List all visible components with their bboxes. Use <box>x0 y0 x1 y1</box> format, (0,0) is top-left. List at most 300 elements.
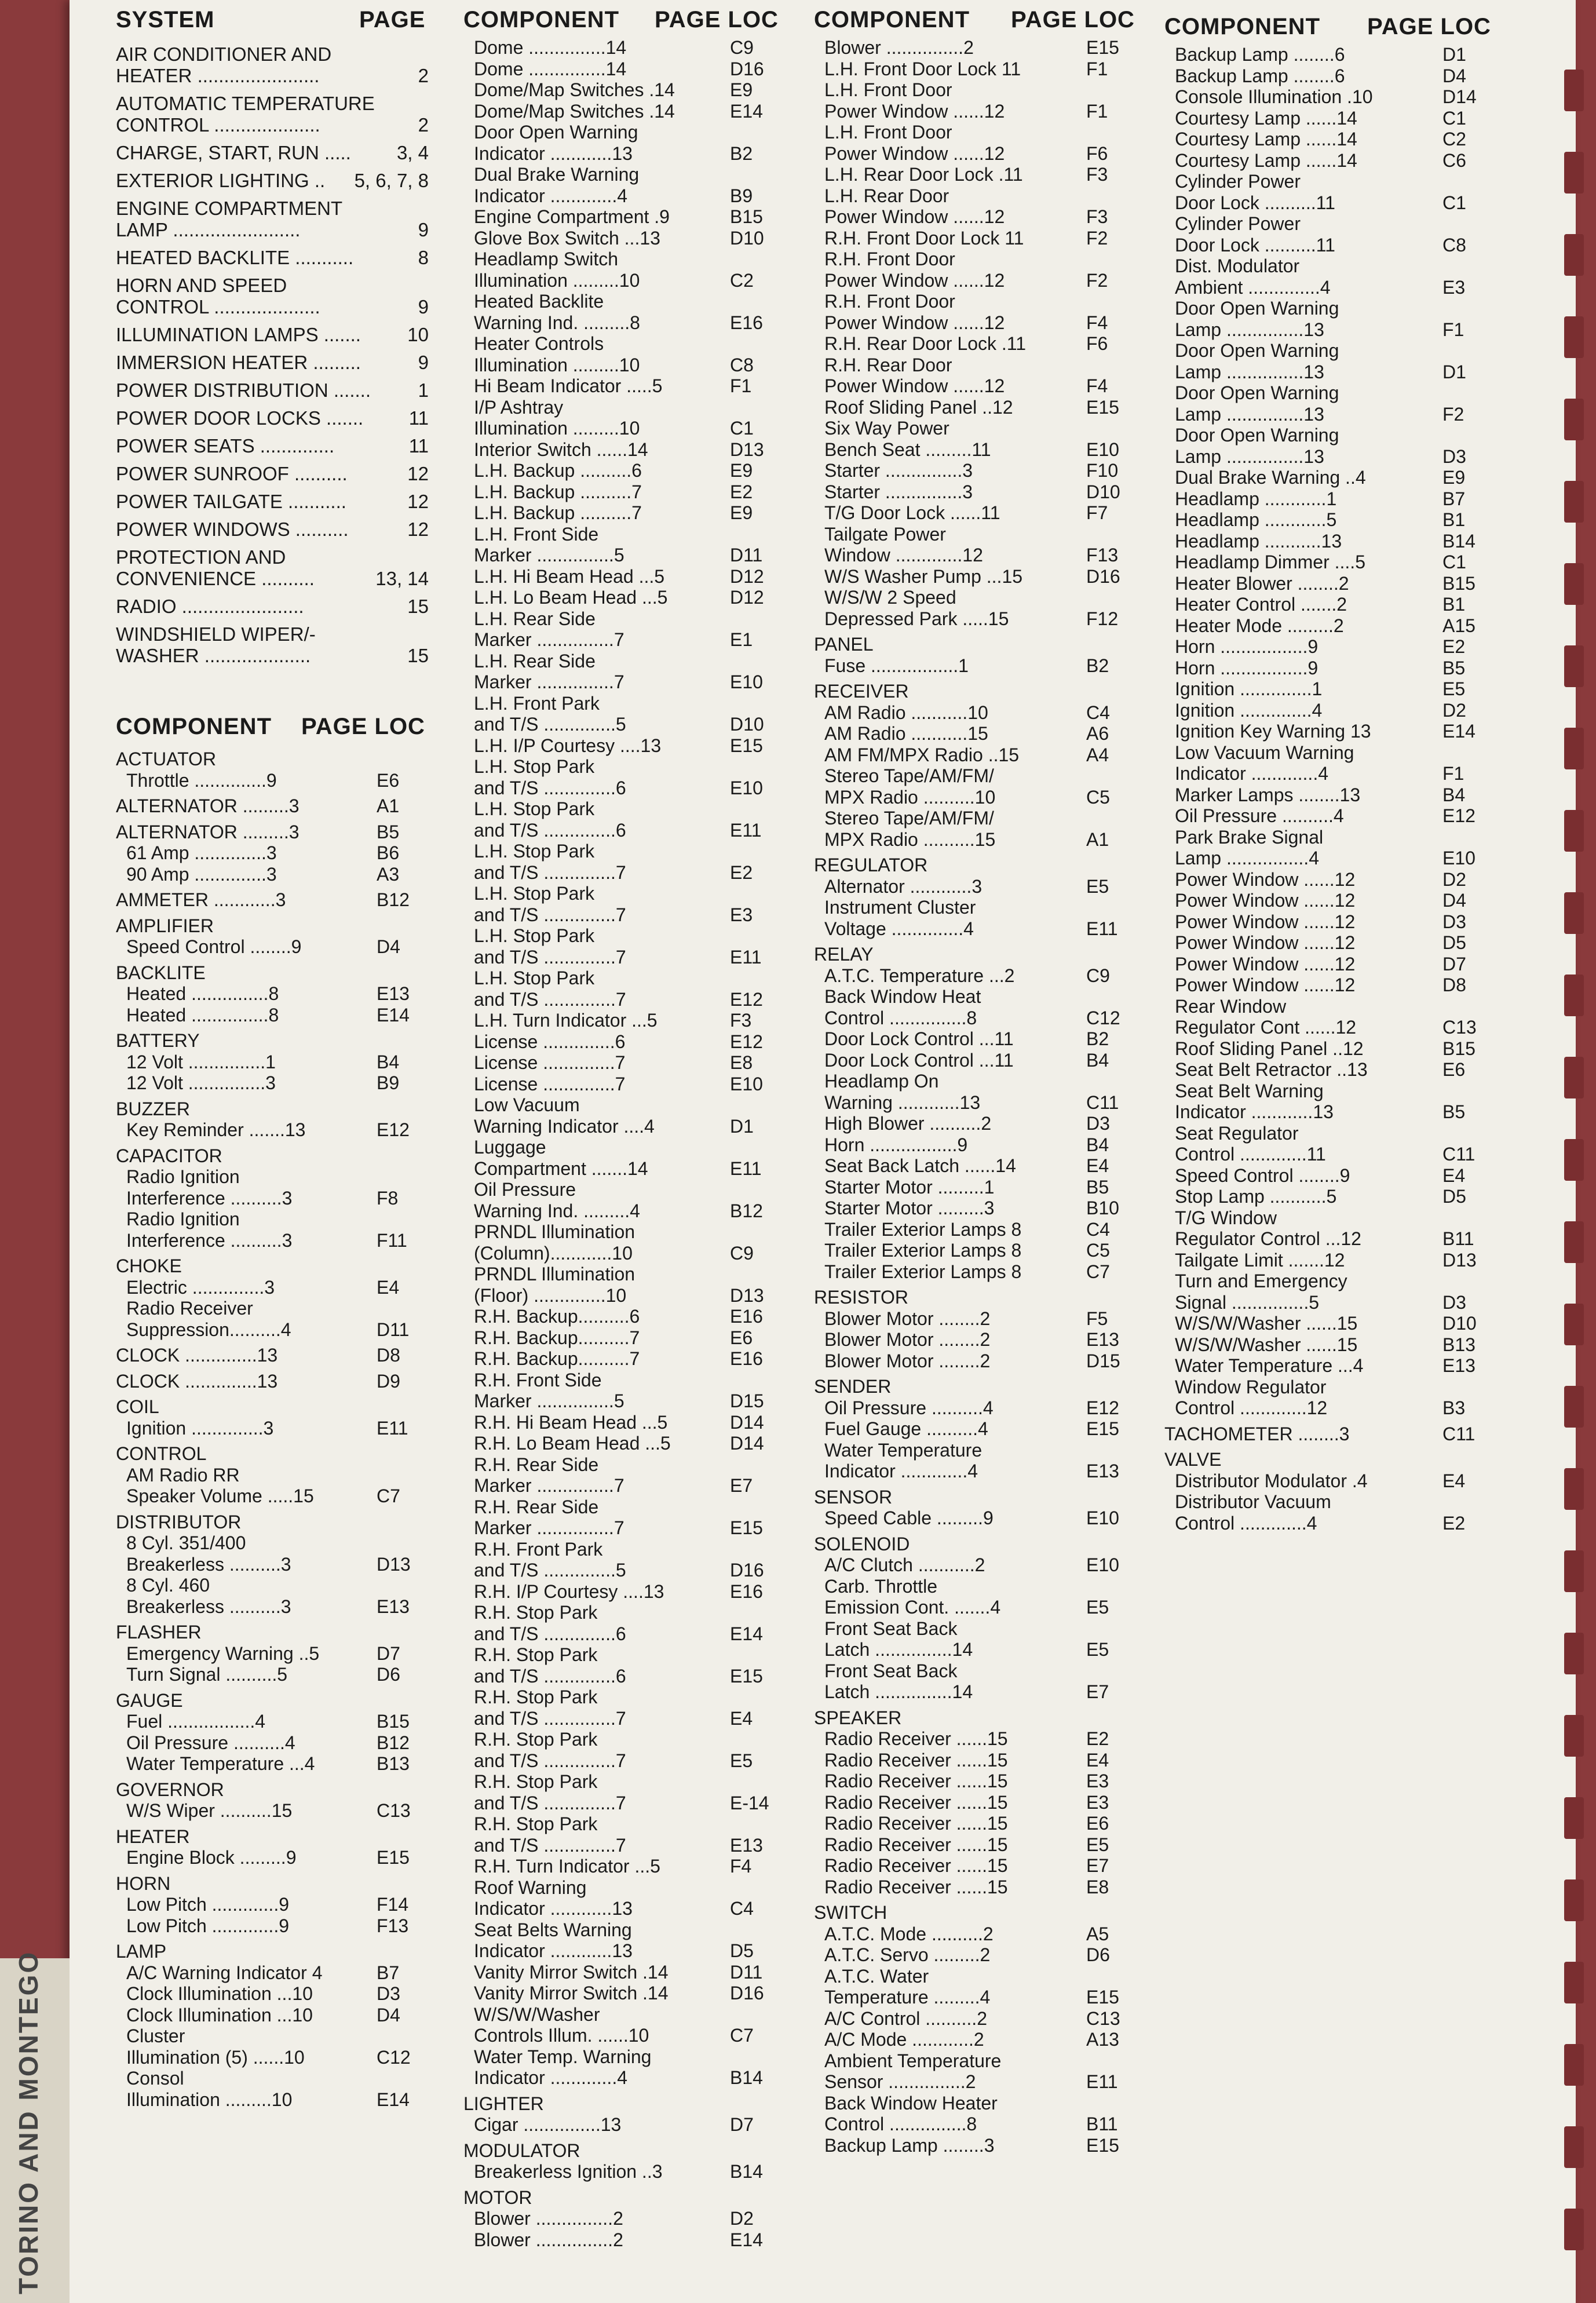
component-name: Backup Lamp ........6 <box>1175 65 1345 86</box>
component-entry <box>116 1230 429 1251</box>
component-name: L.H. Hi Beam Head ...5 <box>474 565 665 587</box>
location-code: D3 <box>1442 911 1466 932</box>
location-code: D14 <box>730 1433 764 1454</box>
component-name: R.H. Rear Side <box>474 1496 599 1517</box>
component-name: Tailgate Limit .......12 <box>1175 1249 1345 1271</box>
location-code: D4 <box>1442 890 1466 911</box>
component-entry <box>1164 509 1495 531</box>
location-code: B9 <box>377 1072 400 1093</box>
component-entry <box>116 1277 429 1298</box>
location-code: E10 <box>730 1073 763 1094</box>
location-code <box>371 1512 429 1533</box>
component-entry <box>1164 1470 1495 1492</box>
system-entry <box>116 519 429 540</box>
section-name: GAUGE <box>116 1689 183 1711</box>
component-entry <box>463 270 782 291</box>
component-name: W/S Washer Pump ...15 <box>824 565 1023 587</box>
component-entry <box>1164 805 1495 827</box>
system-header <box>116 0 429 37</box>
component-entry <box>116 1465 429 1486</box>
component-entry <box>463 37 782 59</box>
component-entry <box>1164 658 1495 679</box>
component-entry <box>1164 552 1495 573</box>
component-entry <box>463 333 782 355</box>
component-entry <box>463 841 782 862</box>
component-name: Illumination .........10 <box>474 354 640 375</box>
location-code: B15 <box>377 1711 410 1732</box>
component-name: AM FM/MPX Radio ..15 <box>824 744 1020 765</box>
component-name: Power Window ......12 <box>824 312 1005 333</box>
component-entry <box>814 829 1138 851</box>
component-name: R.H. Stop Park <box>474 1771 598 1792</box>
component-name: Radio Receiver ......15 <box>824 1876 1008 1897</box>
location-code: D16 <box>730 1983 764 2003</box>
component-name: Dual Brake Warning <box>474 164 640 185</box>
location-code: E10 <box>1086 439 1119 460</box>
component-name: 90 Amp ..............3 <box>126 863 277 885</box>
binding-hole <box>1564 892 1584 934</box>
location-code: D6 <box>377 1664 400 1685</box>
component-name: 12 Volt ...............1 <box>126 1051 276 1072</box>
component-name: Oil Pressure <box>474 1179 576 1200</box>
component-name: Seat Belt Warning <box>1175 1080 1324 1101</box>
component-name: and T/S ..............7 <box>474 946 626 968</box>
component-name: Power Window ......12 <box>1175 911 1356 932</box>
component-entry <box>116 1894 429 1915</box>
location-code: F13 <box>377 1915 409 1936</box>
section-name: BUZZER <box>116 1098 190 1119</box>
component-entry <box>463 2046 782 2068</box>
location-code: E14 <box>1442 721 1476 742</box>
component-name: Blower Motor ........2 <box>824 1350 991 1371</box>
component-entry <box>463 1708 782 1729</box>
location-code: B1 <box>1442 594 1466 615</box>
component-entry <box>814 333 1138 355</box>
component-name: R.H. Stop Park <box>474 1602 598 1623</box>
location-code <box>724 2093 782 2115</box>
location-code: B5 <box>1442 657 1466 678</box>
location-code <box>371 1166 429 1188</box>
location-code: F12 <box>1086 608 1119 629</box>
component-name: Ignition ..............4 <box>1175 699 1323 721</box>
location-code: C6 <box>1442 149 1466 171</box>
component-entry <box>1164 1513 1495 1534</box>
component-entry <box>463 101 782 122</box>
component-name: Stop Lamp ...........5 <box>1175 1186 1337 1207</box>
component-name: Six Way Power <box>824 418 949 439</box>
location-code: C13 <box>1442 1017 1477 1038</box>
component-entry <box>814 1113 1138 1134</box>
component-name: R.H. Stop Park <box>474 1729 598 1750</box>
section-heading <box>116 889 429 911</box>
section-name: SENSOR <box>814 1486 893 1508</box>
component-header-label: COMPONENT <box>1164 13 1320 39</box>
location-code: B9 <box>730 185 753 206</box>
component-entry <box>1164 213 1495 235</box>
component-entry <box>463 714 782 735</box>
component-name: Door Open Warning <box>1175 340 1339 361</box>
component-entry <box>116 1486 429 1507</box>
location-code: D14 <box>730 1411 764 1433</box>
component-name: Power Window ......12 <box>1175 868 1356 890</box>
component-name: Warning Ind. .........8 <box>474 312 640 333</box>
binding-hole <box>1564 1386 1584 1428</box>
system-page: 8 <box>418 247 429 268</box>
component-entry <box>814 2114 1138 2135</box>
component-entry <box>116 1847 429 1868</box>
component-name: 8 Cyl. 351/400 <box>126 1532 246 1553</box>
component-name: Control .............4 <box>1175 1512 1317 1534</box>
component-entry <box>814 2071 1138 2093</box>
location-code <box>1080 2050 1138 2072</box>
component-name: Starter Motor .........3 <box>824 1198 995 1218</box>
component-name: and T/S ..............7 <box>474 1707 626 1729</box>
component-entry <box>1164 996 1495 1017</box>
location-code <box>1080 1660 1138 1682</box>
component-entry <box>814 397 1138 418</box>
component-entry <box>116 1166 429 1188</box>
component-entry <box>1164 404 1495 425</box>
component-name: Low Vacuum <box>474 1094 580 1115</box>
location-code <box>724 249 782 270</box>
location-code: F2 <box>1442 403 1464 425</box>
location-code: C4 <box>1086 702 1110 723</box>
location-code: C12 <box>377 2046 411 2068</box>
column-2 <box>463 0 782 2250</box>
component-name: Radio Receiver ......15 <box>824 1813 1008 1834</box>
location-code: F8 <box>377 1187 399 1209</box>
component-name: Throttle ..............9 <box>126 769 277 791</box>
location-code: C2 <box>1442 129 1466 149</box>
section-name: CHOKE <box>116 1255 182 1276</box>
component-entry <box>814 1987 1138 2008</box>
component-entry <box>814 655 1138 677</box>
location-code: D12 <box>730 565 764 587</box>
component-entry <box>463 1412 782 1433</box>
component-name: L.H. Backup ..........7 <box>474 481 642 502</box>
component-name: Door Lock ..........11 <box>1175 192 1335 213</box>
section-name: CAPACITOR <box>116 1145 222 1166</box>
component-entry <box>814 1308 1138 1330</box>
system-page: 12 <box>407 463 429 484</box>
component-entry <box>814 1728 1138 1750</box>
location-code <box>724 164 782 185</box>
component-entry <box>463 735 782 757</box>
component-name: L.H. Rear Side <box>474 608 596 629</box>
section-name: RESISTOR <box>814 1287 908 1308</box>
location-code: D16 <box>730 58 764 79</box>
system-page: 11 <box>408 435 429 457</box>
component-entry <box>814 2135 1138 2156</box>
location-code <box>371 1396 429 1418</box>
section-heading <box>116 1098 429 1120</box>
location-code: B4 <box>1086 1134 1109 1155</box>
location-code: E6 <box>730 1327 753 1348</box>
binding-hole <box>1564 1550 1584 1592</box>
location-code: E5 <box>1086 1597 1109 1618</box>
component-name: MPX Radio ..........15 <box>824 829 996 850</box>
component-name: Breakerless ..........3 <box>126 1553 291 1575</box>
component-entry <box>814 1461 1138 1482</box>
component-entry <box>463 1687 782 1708</box>
component-entry <box>463 1137 782 1158</box>
component-entry <box>1164 531 1495 552</box>
location-code: E12 <box>730 988 763 1010</box>
system-page: 12 <box>407 491 429 512</box>
location-code: E-14 <box>730 1792 769 1813</box>
component-name: L.H. Front Door <box>824 79 952 100</box>
system-entry <box>116 568 429 589</box>
section-name: LAMP <box>116 1941 167 1962</box>
location-code <box>1080 897 1138 918</box>
component-name: Dome/Map Switches .14 <box>474 79 675 100</box>
component-entry <box>463 1560 782 1581</box>
location-code: F4 <box>1086 312 1108 333</box>
location-code: C9 <box>730 37 754 58</box>
component-entry <box>1164 1059 1495 1081</box>
component-name: Warning Indicator ....4 <box>474 1115 655 1137</box>
component-entry <box>814 965 1138 987</box>
component-name: Blower Motor ........2 <box>824 1308 991 1329</box>
component-entry <box>116 2068 429 2089</box>
location-code: B15 <box>1442 1038 1476 1059</box>
component-name: L.H. Stop Park <box>474 841 595 862</box>
component-entry <box>814 122 1138 143</box>
binding-hole <box>1564 1633 1584 1674</box>
location-code <box>1080 291 1138 312</box>
component-entry <box>463 862 782 884</box>
section-name: RECEIVER <box>814 681 909 702</box>
location-code <box>724 291 782 312</box>
location-code <box>724 524 782 545</box>
component-entry <box>116 1915 429 1937</box>
component-entry <box>814 1660 1138 1682</box>
component-entry <box>463 397 782 418</box>
component-header-label: COMPONENT <box>116 713 272 739</box>
component-entry <box>463 481 782 503</box>
section-heading <box>814 944 1138 965</box>
component-entry <box>1164 298 1495 319</box>
system-entry <box>116 247 429 268</box>
location-code: C1 <box>1442 107 1466 129</box>
component-entry <box>463 798 782 820</box>
location-code: A1 <box>1086 829 1109 850</box>
component-name: W/S/W/Washer <box>474 2003 600 2025</box>
section-heading <box>116 915 429 937</box>
location-code: D10 <box>730 227 764 249</box>
location-code: B1 <box>1442 509 1466 530</box>
component-entry <box>814 1618 1138 1640</box>
location-code <box>724 2004 782 2025</box>
component-name: R.H. Front Door Lock 11 <box>824 227 1024 249</box>
binding-hole <box>1564 563 1584 605</box>
location-code <box>1080 1534 1138 1555</box>
location-code <box>1437 298 1495 319</box>
location-code: E5 <box>730 1750 753 1771</box>
component-name: Lamp ...............13 <box>1175 319 1324 340</box>
component-name: T/G Window <box>1175 1207 1277 1228</box>
location-code: C1 <box>1442 192 1466 213</box>
location-code: D3 <box>377 1983 400 2004</box>
component-name: Power Window ......12 <box>824 100 1005 122</box>
component-name: L.H. Stop Park <box>474 883 595 904</box>
location-code <box>724 1771 782 1793</box>
location-code <box>724 608 782 630</box>
component-entry <box>1164 890 1495 911</box>
component-entry <box>463 1919 782 1941</box>
component-entry <box>814 1681 1138 1703</box>
component-entry <box>1164 636 1495 658</box>
component-name: R.H. Rear Side <box>474 1454 599 1475</box>
component-entry <box>1164 235 1495 256</box>
component-entry <box>116 864 429 885</box>
location-code: C9 <box>730 1242 754 1264</box>
component-entry <box>814 702 1138 724</box>
system-entry <box>116 596 429 617</box>
location-code <box>371 1826 429 1848</box>
component-name: L.H. Front Park <box>474 692 600 714</box>
component-entry <box>463 2229 782 2251</box>
component-entry <box>463 756 782 778</box>
component-name: Water Temperature ...4 <box>1175 1355 1364 1376</box>
location-code: E14 <box>377 2089 410 2110</box>
component-entry <box>1164 488 1495 510</box>
component-name: Heater Mode .........2 <box>1175 615 1344 636</box>
location-code <box>371 2068 429 2089</box>
component-name: A.T.C. Water <box>824 1965 929 1987</box>
component-entry <box>814 545 1138 566</box>
location-code <box>1437 827 1495 848</box>
component-name: Consol <box>126 2068 184 2089</box>
location-code <box>371 1209 429 1230</box>
location-code: D13 <box>377 1553 411 1575</box>
component-entry <box>1164 1165 1495 1187</box>
location-code: B4 <box>377 1051 400 1072</box>
component-entry <box>116 2025 429 2047</box>
component-name: 8 Cyl. 460 <box>126 1575 210 1596</box>
component-name: Heated ...............8 <box>126 983 279 1004</box>
location-code <box>1437 171 1495 192</box>
location-code: F14 <box>377 1894 409 1915</box>
component-entry <box>814 1554 1138 1576</box>
location-code <box>724 1687 782 1708</box>
location-code <box>371 1622 429 1643</box>
section-heading <box>116 1690 429 1711</box>
component-name: Starter ...............3 <box>824 460 973 481</box>
component-name: Alternator ............3 <box>824 875 983 897</box>
component-name: Turn Signal ..........5 <box>126 1664 288 1685</box>
component-entry <box>814 1639 1138 1660</box>
component-name: Indicator .............4 <box>824 1461 978 1481</box>
location-code: F1 <box>730 375 752 396</box>
system-name: POWER DOOR LOCKS ....... <box>116 407 364 429</box>
component-name: Illumination .........10 <box>126 2089 293 2110</box>
location-code: F13 <box>1086 545 1119 565</box>
component-name: MPX Radio ..........10 <box>824 786 996 808</box>
component-name: Cigar ...............13 <box>474 2114 622 2135</box>
component-entry <box>116 1119 429 1141</box>
component-entry <box>814 164 1138 185</box>
component-name: R.H. Turn Indicator ...5 <box>474 1856 660 1877</box>
component-name: Illumination (5) ......10 <box>126 2046 305 2068</box>
system-page: 5, 6, 7, 8 <box>354 170 429 191</box>
location-code <box>1437 996 1495 1017</box>
system-name: LAMP ........................ <box>116 219 301 240</box>
component-entry <box>1164 108 1495 129</box>
location-code: E2 <box>730 862 753 883</box>
section-name: TACHOMETER ........3 <box>1164 1423 1350 1444</box>
component-name: A/C Control ..........2 <box>824 2008 987 2029</box>
location-code: D10 <box>1086 481 1120 502</box>
system-entry <box>116 546 429 568</box>
section-name: CLOCK ..............13 <box>116 1370 278 1392</box>
component-entry <box>463 1517 782 1539</box>
location-code <box>724 1137 782 1158</box>
location-code: C4 <box>1086 1218 1110 1240</box>
system-name: CONTROL .................... <box>116 114 320 136</box>
component-name: Instrument Cluster <box>824 897 976 918</box>
component-entry <box>1164 784 1495 806</box>
location-code <box>1437 425 1495 446</box>
component-entry <box>1164 382 1495 404</box>
component-entry <box>116 1005 429 1026</box>
component-name: R.H. Front Park <box>474 1538 603 1560</box>
component-entry <box>463 1771 782 1793</box>
component-entry <box>814 1440 1138 1461</box>
component-entry <box>463 1856 782 1877</box>
component-name: L.H. Front Door Lock 11 <box>824 58 1021 79</box>
component-entry <box>814 1261 1138 1283</box>
component-name: Control .............11 <box>1175 1144 1326 1165</box>
location-code: E15 <box>730 1517 763 1538</box>
component-entry <box>463 1010 782 1031</box>
system-name: POWER SUNROOF .......... <box>116 463 348 484</box>
component-name: Indicator .............4 <box>1175 763 1328 784</box>
location-code: E4 <box>1086 1749 1109 1771</box>
system-name: POWER TAILGATE ........... <box>116 491 346 512</box>
binding-hole <box>1564 399 1584 440</box>
component-entry <box>463 1835 782 1856</box>
location-code <box>1437 1491 1495 1513</box>
component-name: R.H. Front Door <box>824 249 955 269</box>
component-entry <box>116 2047 429 2068</box>
system-entry <box>116 435 429 457</box>
location-code: E9 <box>1442 467 1466 488</box>
location-code: E4 <box>730 1707 753 1729</box>
location-code: E15 <box>1086 37 1119 58</box>
component-entry <box>463 291 782 312</box>
component-name: Engine Compartment .9 <box>474 206 670 227</box>
system-page: 13, 14 <box>375 568 429 589</box>
location-code <box>724 693 782 714</box>
location-code: E10 <box>1442 848 1476 868</box>
component-name: and T/S ..............6 <box>474 777 626 798</box>
location-code <box>1080 1440 1138 1461</box>
component-name: Low Pitch .............9 <box>126 1915 289 1936</box>
location-code <box>1437 340 1495 362</box>
component-entry <box>463 2004 782 2025</box>
component-name: AM Radio ...........15 <box>824 723 988 744</box>
system-name: WASHER .................... <box>116 645 311 666</box>
location-code <box>1080 122 1138 143</box>
component-entry <box>1164 1038 1495 1060</box>
component-entry <box>463 778 782 799</box>
system-name: ENGINE COMPARTMENT <box>116 198 343 219</box>
component-entry <box>1164 277 1495 298</box>
location-code: C5 <box>1086 1240 1110 1261</box>
component-entry <box>814 460 1138 481</box>
component-name: R.H. Front Door <box>824 291 955 312</box>
